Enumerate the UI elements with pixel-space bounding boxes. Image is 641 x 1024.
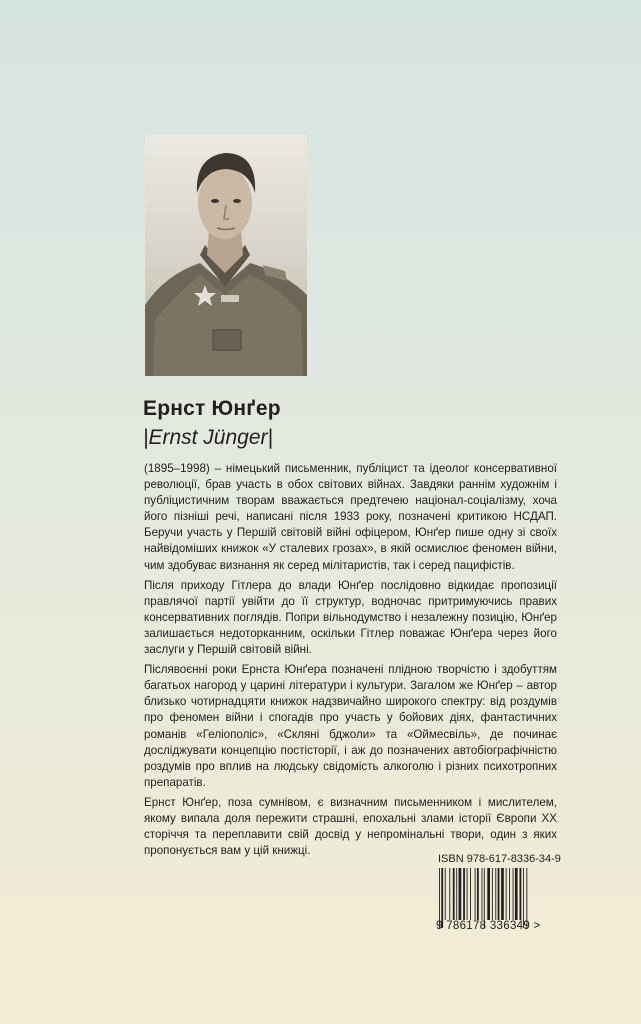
isbn-label: ISBN 978-617-8336-34-9 — [438, 853, 561, 865]
bio-paragraph: Після приходу Гітлера до влади Юнґер послідовно відкидає пропозиції правлячої партії увійти до її структур, водночас притримуючись правих консервативних поглядів. Попри вільнодумство і незалежну позицію, Юнґер залишається недоторканним, оскільки Гітлер поважає Юнґера через його заслуги у Першій світовій війні. — [144, 578, 557, 657]
barcode-bar — [515, 868, 518, 920]
barcode-bar — [484, 868, 485, 928]
barcode-bar — [495, 868, 496, 920]
barcode-bar — [526, 868, 527, 928]
barcode-bar — [445, 868, 446, 920]
barcode-bar — [475, 868, 476, 920]
barcode-bar — [523, 868, 524, 928]
author-biography — [144, 461, 557, 863]
barcode-bar — [467, 868, 468, 920]
barcode-bar — [477, 868, 479, 920]
author-portrait-image — [145, 135, 307, 376]
barcode — [438, 868, 560, 944]
bio-paragraph: Ернст Юнґер, поза сумнівом, є визначним письменником і мислителем, якому випала доля пережити страшні, епохальні злами історії Європи ХХ сторіччя та переплавити свій досвід у непромінальні твори, один з яких пропонується вам у цій книжці. — [144, 795, 557, 858]
author-name-latin: |Ernst Jünger| — [143, 426, 273, 449]
barcode-bar — [449, 868, 450, 920]
barcode-bar — [492, 868, 493, 920]
barcode-bar — [513, 868, 514, 920]
bio-paragraph: (1895–1998) – німецький письменник, публіцист та ідеолог консервативної революції, брав участь в обох світових війнах. Завдяки раннім художнім і публіцистичним творам вважається предтечею націонал-соціалізму, хоча його пізніші речі, написані після 1933 року, позначені критикою НСДАП. Беручи участь у Першій світовій війні офіцером, Юнґер пише одну зі своїх найвідоміших книжок «У сталевих грозах», в якій осмислює феномен війни, чим здобуває визнання як серед мілітаристів, так і серед пацифістів. — [144, 462, 557, 572]
barcode-bar — [506, 868, 507, 920]
barcode-bar — [453, 868, 455, 920]
barcode-bar — [498, 868, 500, 920]
barcode-bar — [459, 868, 462, 920]
barcode-bar — [441, 868, 443, 928]
barcode-bar — [439, 868, 440, 928]
barcode-bar — [520, 868, 522, 920]
barcode-bar — [509, 868, 510, 920]
barcode-bar — [482, 868, 483, 920]
barcode-bar — [456, 868, 457, 920]
barcode-bar — [470, 868, 471, 920]
author-name: Ернст Юнґер — [143, 397, 281, 420]
barcode-bar — [501, 868, 504, 920]
bio-paragraph: Післявоєнні роки Ернста Юнґера позначені плідною творчістю і здобуттям багатьох нагород у царині літератури і культури. Загалом же Юнґер – автор близько чотирнадцяти книжок надзвичайно широкого спектру: від роздумів про феномен війни і спогадів про участь у бойових діях, фантастичних романів «Геліополіс», «Скляні бджоли» та «Оймесвіль», де починає досліджувати концепцію постісторії, і аж до позначених автобіографічністю роздумів про вплив на людську свідомість алкоголю і різних психотропних препаратів. — [144, 663, 557, 789]
barcode-bar — [463, 868, 465, 920]
author-photo — [145, 135, 307, 376]
barcode-bar — [487, 868, 490, 920]
barcode-digits: 9 786178 336349 > — [436, 920, 541, 932]
